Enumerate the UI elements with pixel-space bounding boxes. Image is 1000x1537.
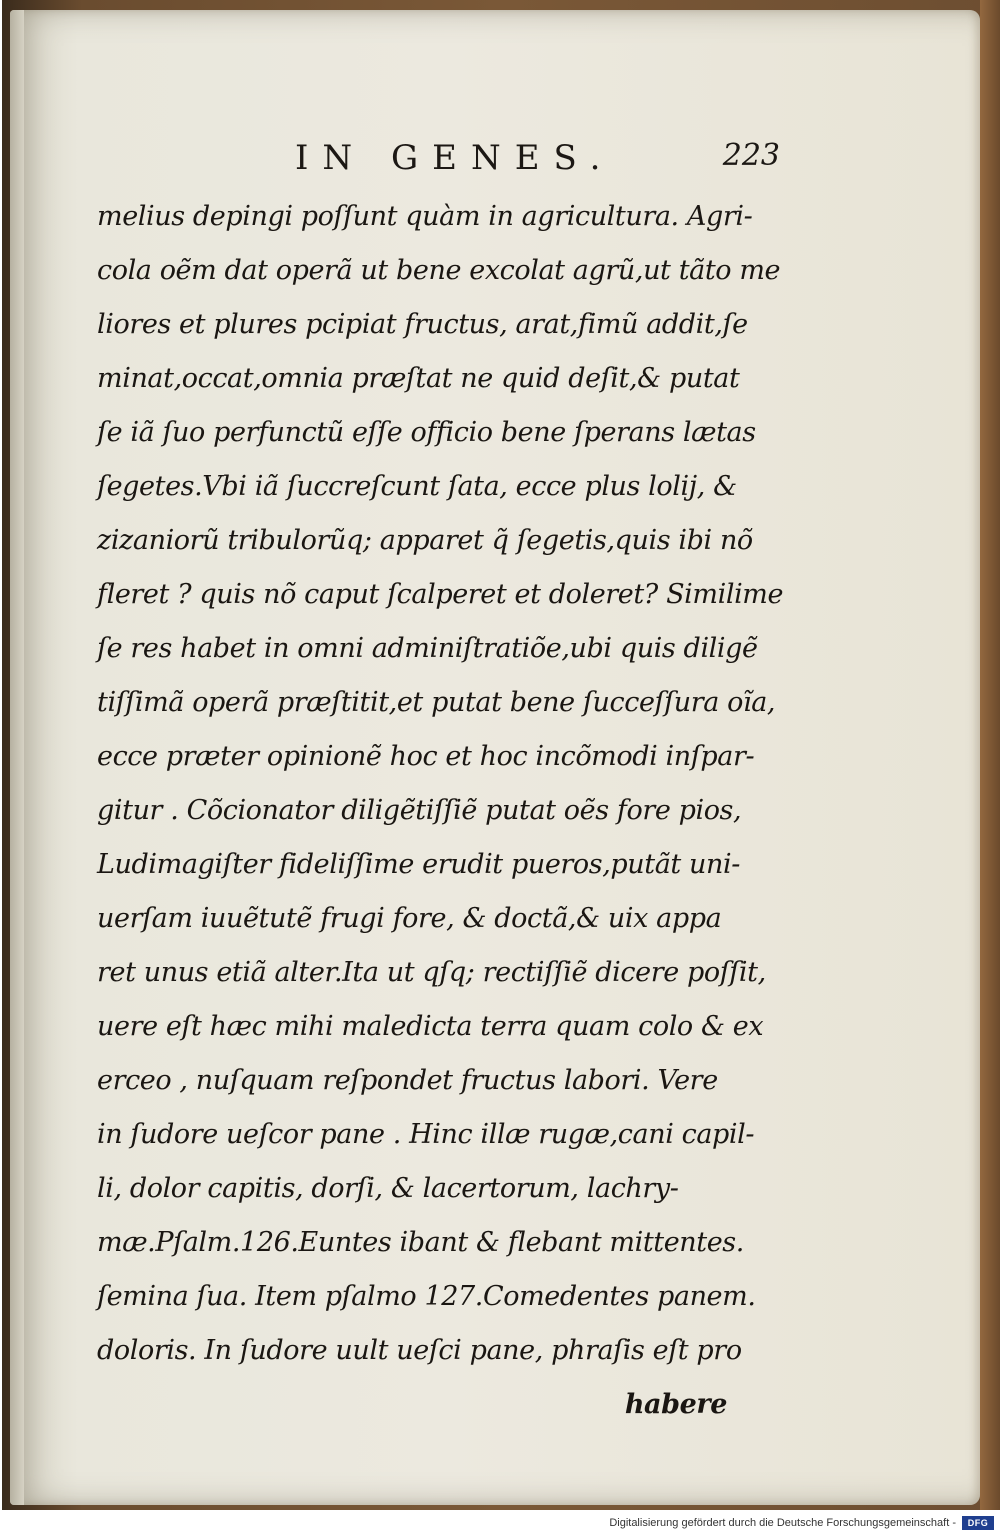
page-number: 223 xyxy=(722,138,780,173)
text-line: melius depingi poſſunt quàm in agricultura. Agri- xyxy=(97,201,753,232)
text-line: li, dolor capitis, dorſi, & lacertorum, lachry- xyxy=(97,1173,679,1204)
text-line: in ſudore ueſcor pane . Hinc illæ rugæ,cani capil- xyxy=(97,1119,755,1150)
text-line: doloris. In ſudore uult ueſci pane, phraſis eſt pro xyxy=(97,1335,742,1366)
text-line: fleret ? quis nõ caput ſcalperet et doleret? Similime xyxy=(97,579,784,610)
book-page xyxy=(10,10,980,1505)
running-head xyxy=(100,130,820,180)
dfg-logo: DFG xyxy=(962,1516,994,1530)
text-line: ſe iã ſuo perfunctũ eſſe officio bene ſperans lætas xyxy=(97,417,756,448)
page-gutter xyxy=(10,10,24,1505)
text-line: uere eſt hæc mihi maledicta terra quam colo & ex xyxy=(97,1011,764,1042)
text-line: ſegetes.Vbi iã ſuccreſcunt ſata, ecce plus lolij, & xyxy=(97,471,737,502)
text-line: erceo , nuſquam reſpondet fructus labori. Vere xyxy=(97,1065,718,1096)
catchword: habere xyxy=(624,1389,727,1420)
text-line: Ludimagiſter fideliſſime erudit pueros,putãt uni- xyxy=(97,849,740,880)
text-line: ret unus etiã alter.Ita ut qſq; rectiſſiẽ dicere poſſit, xyxy=(97,957,766,988)
text-line: ſe res habet in omni adminiſtratiõe,ubi quis diligẽ xyxy=(97,633,758,664)
text-line: liores et plures pcipiat fructus, arat,fimũ addit,ſe xyxy=(97,309,748,340)
footer xyxy=(0,1510,1000,1537)
text-line: minat,occat,omnia præſtat ne quid deſit,& putat xyxy=(97,363,740,394)
text-line: mæ.Pſalm.126.Euntes ibant & flebant mittentes. xyxy=(97,1227,744,1258)
text-block xyxy=(97,190,784,1432)
text-line: gitur . Cõcionator diligẽtiſſiẽ putat oẽs fore pios, xyxy=(97,795,742,826)
book-cover-edge xyxy=(980,0,1000,1510)
funding-credit: Digitalisierung gefördert durch die Deutsche Forschungsgemeinschaft - xyxy=(609,1517,956,1529)
text-line: ecce præter opinionẽ hoc et hoc incõmodi inſpar- xyxy=(97,741,755,772)
text-line: uerſam iuuẽtutẽ frugi fore, & doctã,& uix appa xyxy=(97,903,722,934)
running-head-title: IN GENES. xyxy=(295,138,615,178)
text-line: cola oẽm dat operã ut bene excolat agrũ,ut tãto me xyxy=(97,255,781,286)
text-line: ſemina ſua. Item pſalmo 127.Comedentes panem. xyxy=(97,1281,756,1312)
text-line: zizaniorũ tribulorũq; apparet q̃ ſegetis,quis ibi nõ xyxy=(97,525,753,556)
text-line: tiſſimã operã præſtitit,et putat bene ſucceſſura oĩa, xyxy=(97,687,776,718)
